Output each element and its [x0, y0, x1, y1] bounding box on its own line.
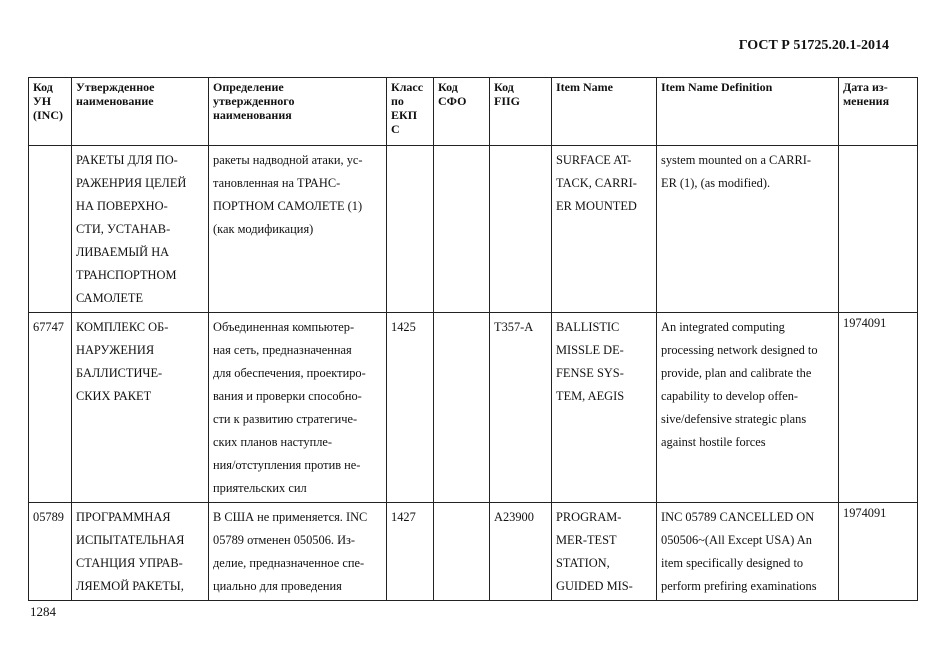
header-class: Класс по ЕКП С	[387, 78, 434, 146]
cell-sfo	[434, 313, 490, 503]
cell-name-ru: РАКЕТЫ ДЛЯ ПО- РАЖЕНРИЯ ЦЕЛЕЙ НА ПОВЕРХНО- СТИ, УСТАНАВ- ЛИВАЕМЫЙ НА ТРАНСПОРТНОМ САМОЛЕТЕ	[72, 146, 209, 313]
cell-item-definition: INC 05789 CANCELLED ON 050506~(All Except USA) An item specifically designed to perform prefiring examinations	[657, 503, 839, 601]
cell-item-definition: system mounted on a CARRI- ER (1), (as modified).	[657, 146, 839, 313]
cell-class	[387, 146, 434, 313]
cell-date	[839, 146, 918, 313]
header-item-name: Item Name	[552, 78, 657, 146]
cell-sfo	[434, 503, 490, 601]
header-date: Дата из- менения	[839, 78, 918, 146]
cell-fiig	[490, 146, 552, 313]
header-definition-ru: Определение утвержденного наименования	[209, 78, 387, 146]
cell-date: 1974091	[839, 503, 918, 601]
cell-definition-ru: В США не применяется. INC 05789 отменен 050506. Из- делие, предназначенное спе- циально для проведения	[209, 503, 387, 601]
cell-name-ru: КОМПЛЕКС ОБ- НАРУЖЕНИЯ БАЛЛИСТИЧЕ- СКИХ РАКЕТ	[72, 313, 209, 503]
table-row	[29, 503, 918, 601]
header-fiig: Код FIIG	[490, 78, 552, 146]
table-row	[29, 146, 918, 313]
cell-sfo	[434, 146, 490, 313]
document-header: ГОСТ Р 51725.20.1-2014	[738, 38, 889, 53]
cell-name-ru: ПРОГРАММНАЯ ИСПЫТАТЕЛЬНАЯ СТАНЦИЯ УПРАВ- ЛЯЕМОЙ РАКЕТЫ,	[72, 503, 209, 601]
cell-inc	[29, 146, 72, 313]
cell-class: 1427	[387, 503, 434, 601]
cell-item-definition: An integrated computing processing network designed to provide, plan and calibrate the capability to develop offen- sive/defensive strategic plans against hostile forces	[657, 313, 839, 503]
cell-inc: 05789	[29, 503, 72, 601]
header-item-definition: Item Name Definition	[657, 78, 839, 146]
table-row	[29, 313, 918, 503]
cell-item-name: BALLISTIC MISSLE DE- FENSE SYS- TEM, AEGIS	[552, 313, 657, 503]
cell-item-name: SURFACE AT- TACK, CARRI- ER MOUNTED	[552, 146, 657, 313]
cell-fiig: T357-A	[490, 313, 552, 503]
cell-fiig: A23900	[490, 503, 552, 601]
cell-definition-ru: ракеты надводной атаки, ус- тановленная на ТРАНС- ПОРТНОМ САМОЛЕТЕ (1) (как модификация)	[209, 146, 387, 313]
table-header-row	[29, 78, 918, 146]
header-sfo: Код СФО	[434, 78, 490, 146]
classification-table	[28, 77, 918, 601]
cell-date: 1974091	[839, 313, 918, 503]
cell-definition-ru: Объединенная компьютер- ная сеть, предназначенная для обеспечения, проектиро- вания и проверки способно- сти к развитию стратегиче- ских планов наступле- ния/отступления против не- приятельских сил	[209, 313, 387, 503]
page-number: 1284	[30, 604, 56, 619]
header-name-ru: Утвержденное наименование	[72, 78, 209, 146]
header-inc: Код УН (INC)	[29, 78, 72, 146]
cell-item-name: PROGRAM- MER-TEST STATION, GUIDED MIS-	[552, 503, 657, 601]
cell-class: 1425	[387, 313, 434, 503]
cell-inc: 67747	[29, 313, 72, 503]
